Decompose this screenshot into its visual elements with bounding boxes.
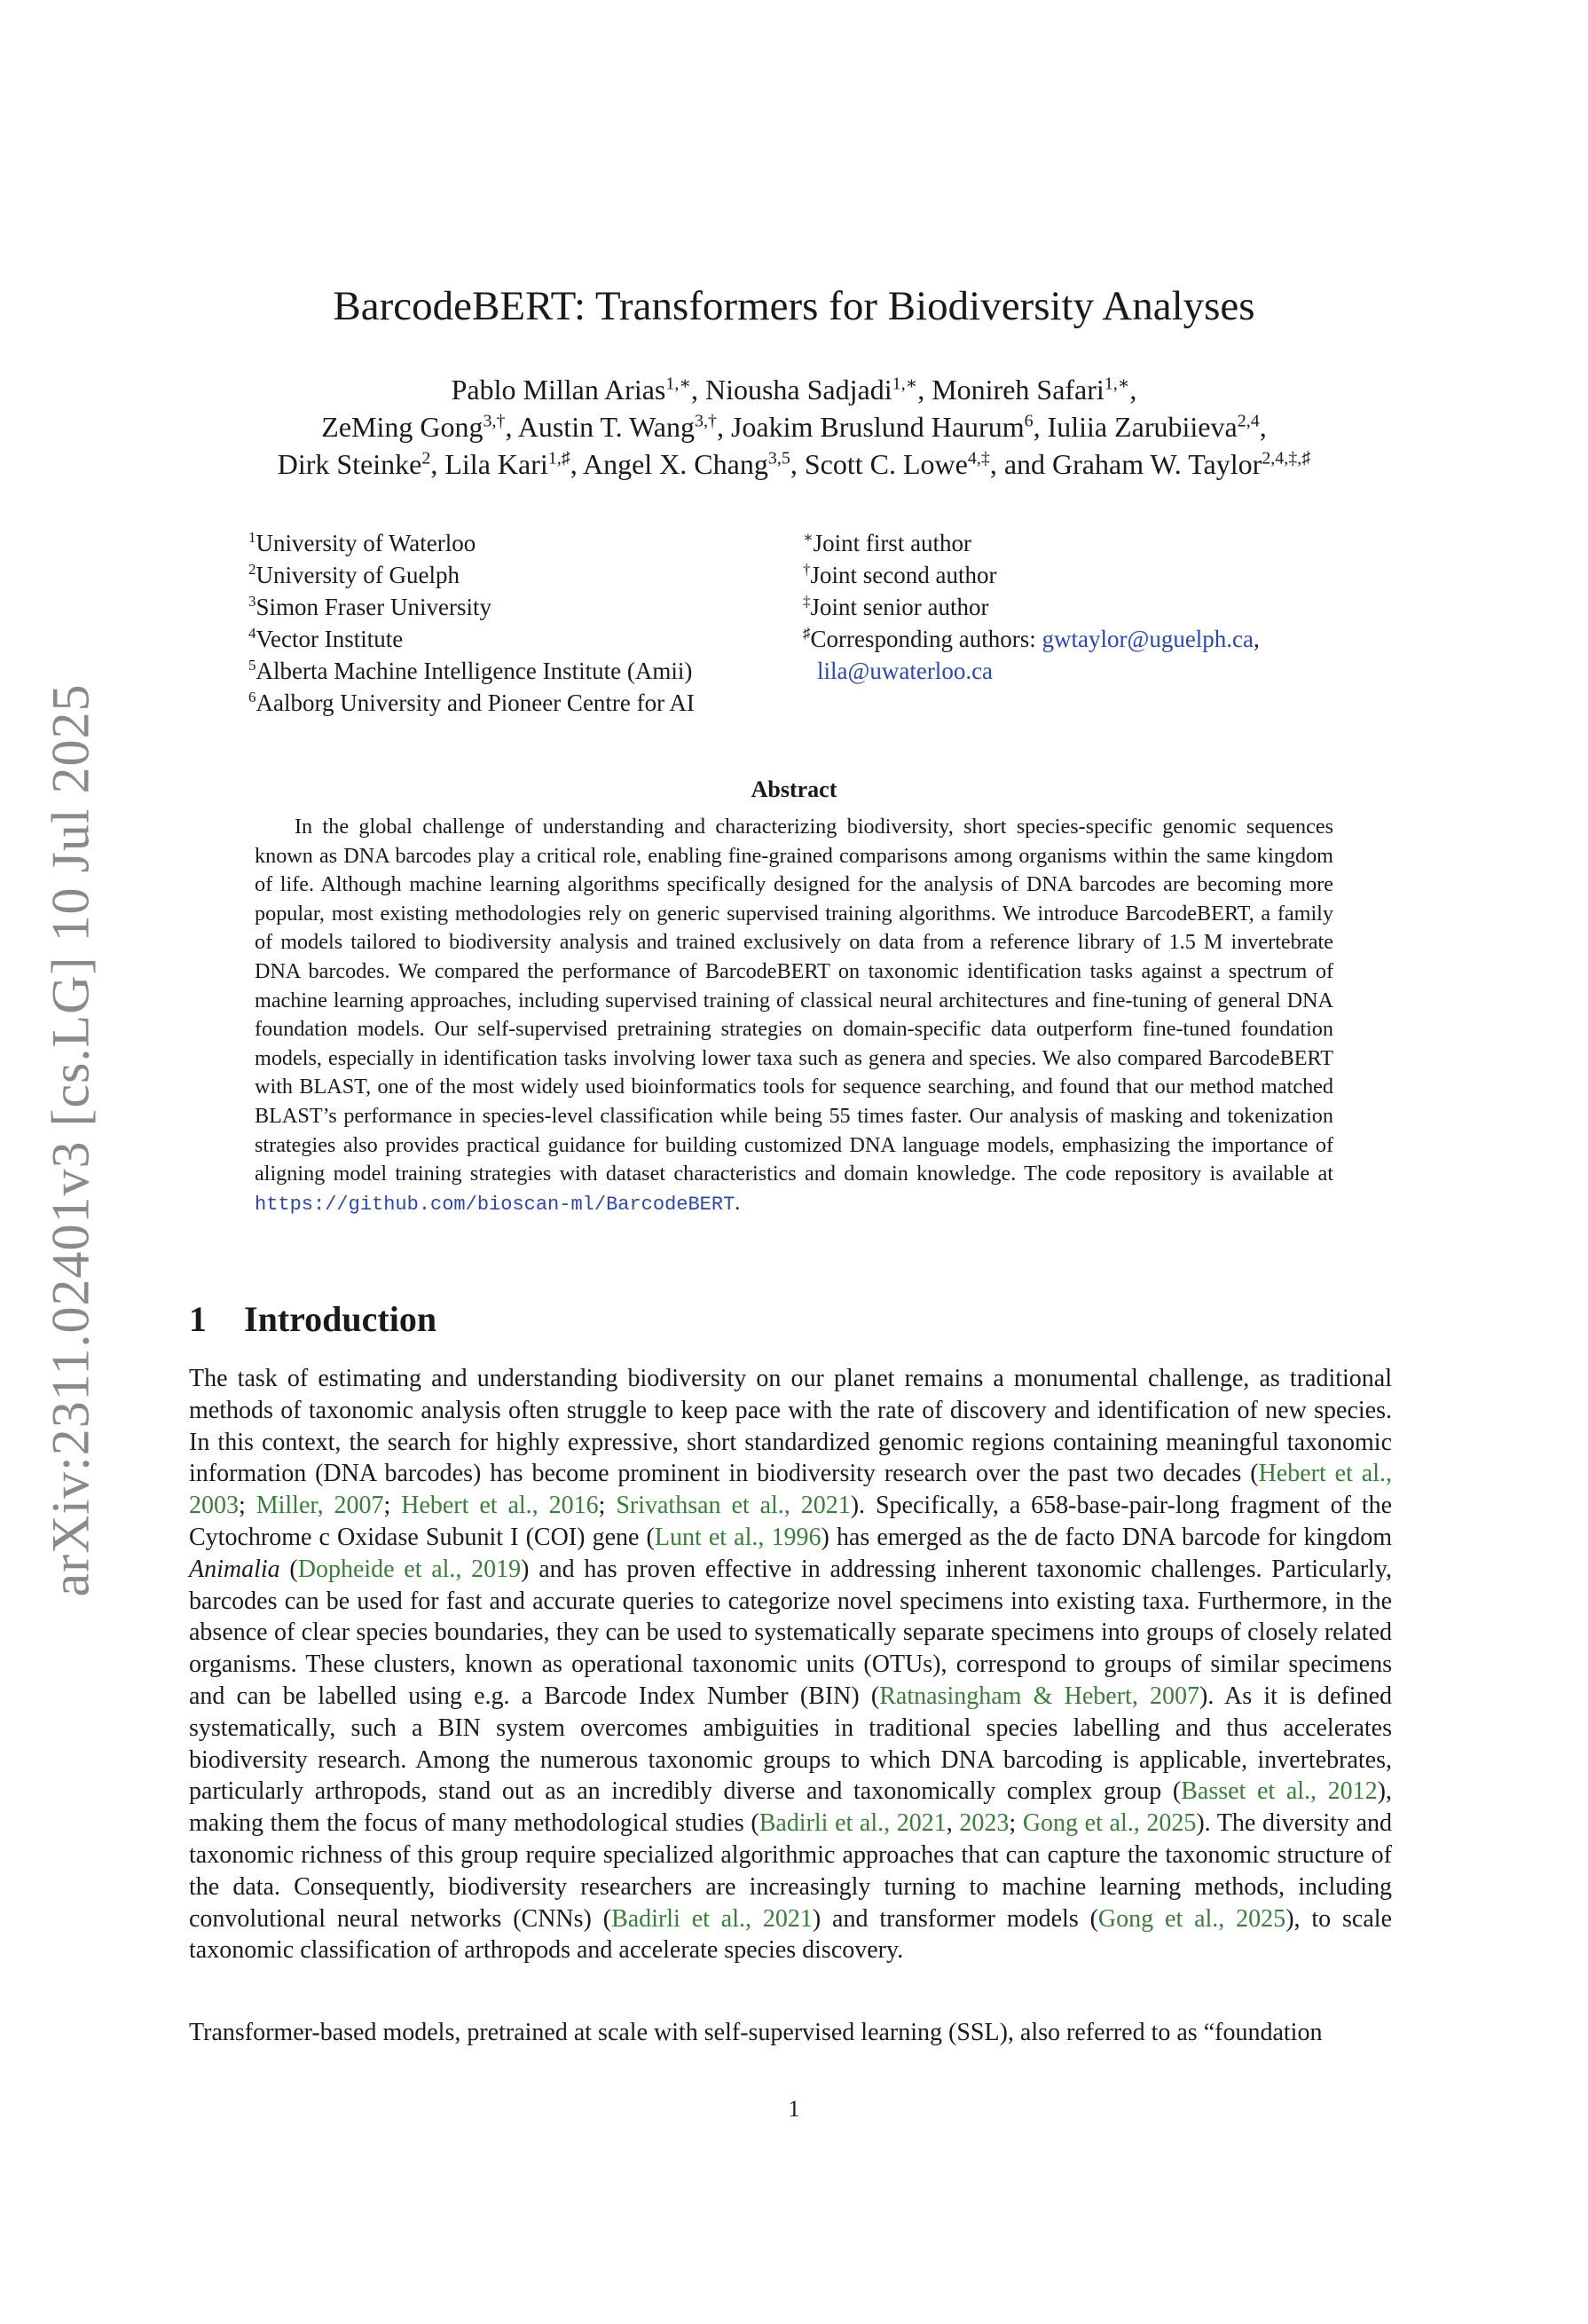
note-joint-second	[803, 559, 1353, 591]
note-corresponding	[803, 623, 1353, 655]
affiliation-text: University of Guelph	[255, 562, 460, 588]
affiliation-item	[248, 687, 781, 719]
affiliation-item	[248, 559, 781, 591]
citation-link[interactable]: Ratnasingham & Hebert, 2007	[879, 1682, 1200, 1710]
author-separator: ,	[1033, 411, 1048, 443]
citation-link[interactable]: Dopheide et al., 2019	[297, 1555, 522, 1583]
affiliation-item	[248, 591, 781, 623]
author-separator: ,	[716, 411, 731, 443]
abstract-body	[255, 813, 1333, 1219]
affiliation-list	[248, 527, 781, 719]
author-affil-mark: 1,∗	[1104, 374, 1130, 394]
affiliation-mark: 6	[248, 689, 256, 705]
abstract-heading: Abstract	[751, 776, 837, 802]
arxiv-stamp	[18, 674, 124, 1606]
author-name: Scott C. Lowe	[804, 448, 968, 480]
author-separator: , and	[989, 448, 1053, 480]
author-separator: ,	[917, 374, 932, 406]
citation-link[interactable]: Lunt et al., 1996	[654, 1523, 822, 1551]
note-text: Joint senior author	[810, 594, 989, 620]
author-affil-mark: 3,5	[767, 448, 790, 469]
affiliation-mark: 3	[248, 593, 256, 610]
author-list	[177, 371, 1411, 483]
note-text: Joint second author	[810, 562, 997, 588]
author-separator: ,	[505, 411, 518, 443]
author-name: Joakim Bruslund Haurum	[730, 411, 1025, 443]
text-run: ). As it is defined systematically, such a BIN system overcomes ambiguities in traditional species labelling and thus accelerates biodiversity research. Among the numerous taxonomic groups to which DNA barcoding is applicable, invertebrates, particularly arthropods, stand out as an incredibly diverse and taxonomically complex group (	[189, 1682, 1393, 1806]
affiliation-mark: 2	[248, 561, 256, 578]
text-run: The task of estimating and understanding biodiversity on our planet remains a monumental challenge, as traditional methods of taxonomic analysis often struggle to keep pace with the rate of discovery and identification of new species. In this context, the search for highly expressive, short standardized genomic regions containing meaningful taxonomic information (DNA barcodes) has become prominent in biodiversity research over the past two decades (	[189, 1365, 1392, 1488]
email-link-taylor[interactable]: gwtaylor@uguelph.ca	[1042, 626, 1254, 652]
author-separator: ,	[1129, 374, 1137, 406]
author-affil-mark: 3,†	[483, 411, 506, 431]
author-name: Austin T. Wang	[517, 411, 695, 443]
citation-link[interactable]: Gong et al., 2025	[1097, 1904, 1286, 1933]
text-run: ;	[1009, 1809, 1023, 1838]
text-run: ;	[239, 1492, 256, 1520]
author-separator: ,	[690, 374, 705, 406]
author-separator: ,	[430, 448, 445, 480]
note-joint-senior	[803, 591, 1353, 623]
text-run: ). The diversity and taxonomic richness of this group require specialized algorithmic approaches that can capture the taxonomic structure of the data. Consequently, biodiversity researchers are increasingly turning to machine learning methods, including convolutional neural networks (CNNs) (	[189, 1809, 1393, 1933]
affiliation-item	[248, 527, 781, 559]
code-repository-link[interactable]: https://github.com/bioscan-ml/BarcodeBERT	[255, 1193, 735, 1216]
author-affil-mark: 6	[1024, 411, 1034, 431]
citation-link[interactable]: Basset et al., 2012	[1181, 1777, 1378, 1806]
citation-link[interactable]: Srivathsan et al., 2021	[616, 1492, 851, 1520]
note-mark: †	[803, 561, 811, 578]
section-title: Introduction	[244, 1299, 437, 1339]
author-name: Iuliia Zarubiieva	[1047, 411, 1238, 443]
author-notes	[803, 527, 1353, 687]
text-run: ), to scale taxonomic classification of arthropods and accelerate species discovery.	[189, 1904, 1392, 1965]
affiliation-text: Vector Institute	[255, 626, 404, 652]
author-separator: ,	[1259, 411, 1267, 443]
note-mark: ‡	[803, 593, 811, 610]
affiliation-text: Alberta Machine Intelligence Institute (Amii)	[255, 658, 693, 684]
author-name: Niousha Sadjadi	[704, 374, 892, 406]
section-number: 1	[189, 1299, 207, 1339]
author-separator: ,	[570, 448, 583, 480]
affiliation-mark: 1	[248, 529, 256, 546]
citation-link[interactable]: Badirli et al., 2021	[759, 1809, 947, 1838]
text-run: ,	[946, 1809, 960, 1838]
citation-link[interactable]: Hebert et al., 2016	[401, 1492, 599, 1520]
affiliation-item	[248, 655, 781, 687]
author-affil-mark: 2,4,‡,♯	[1262, 448, 1311, 469]
author-affil-mark: 2,4	[1237, 411, 1260, 431]
affiliation-text: Aalborg University and Pioneer Centre for AI	[255, 689, 695, 716]
affiliation-mark: 4	[248, 625, 256, 642]
citation-link[interactable]: Badirli et al., 2021	[611, 1904, 813, 1933]
section-heading	[189, 1297, 436, 1342]
note-text: Joint first author	[813, 530, 972, 556]
note-text: Corresponding authors:	[810, 626, 1042, 652]
abstract-text: In the global challenge of understanding and characterizing biodiversity, short species-specific genomic sequences known as DNA barcodes play a critical role, enabling fine-grained comparisons among organisms within the same kingdom of life. Although machine learning algorithms specifically designed for the analysis of DNA barcodes are becoming more popular, most existing methodologies rely on generic supervised training algorithms. We introduce BarcodeBERT, a family of models tailored to biodiversity analysis and trained exclusively on data from a reference library of 1.5 M invertebrate DNA barcodes. We compared the performance of BarcodeBERT on taxonomic identification tasks against a spectrum of machine learning approaches, including supervised training of classical neural architectures and fine-tuning of general DNA foundation models. Our self-supervised pretraining strategies on domain-specific data outperform fine-tuned foundation models, especially in identification tasks involving lower taxa such as genera and species. We also compared BarcodeBERT with BLAST, one of the most widely used bioinformatics tools for sequence searching, and found that our method matched BLAST’s performance in species-level classification while being 55 times faster. Our analysis of masking and tokenization strategies also provides practical guidance for building customized DNA language models, emphasizing the importance of aligning model training strategies with dataset characteristics and domain knowledge. The code repository is available at	[255, 815, 1333, 1186]
author-line	[177, 408, 1411, 445]
abstract-end: .	[735, 1190, 741, 1215]
author-name: ZeMing Gong	[321, 411, 483, 443]
author-separator: ,	[790, 448, 805, 480]
author-name: Dirk Steinke	[277, 448, 422, 480]
paper-title: BarcodeBERT: Transformers for Biodiversity Analyses	[333, 283, 1255, 329]
author-affil-mark: 4,‡	[967, 448, 990, 469]
text-run: ). Specifically, a 658-base-pair-long fragment of the Cytochrome c Oxidase Subunit I (COI) gene (	[189, 1492, 1393, 1551]
intro-paragraph-2: Transformer-based models, pretrained at scale with self-supervised learning (SSL), also referred to as “foundation	[189, 2019, 1323, 2046]
note-mark: ♯	[803, 625, 811, 642]
affiliation-mark: 5	[248, 657, 256, 674]
intro-paragraph-1	[189, 1363, 1392, 1966]
text-run: ;	[383, 1492, 402, 1520]
page-number: 1	[788, 2096, 800, 2122]
author-affil-mark: 2	[421, 448, 431, 469]
note-comma: ,	[1254, 626, 1260, 652]
affiliation-text: University of Waterloo	[255, 530, 476, 556]
email-link-kari[interactable]: lila@uwaterloo.ca	[817, 658, 994, 684]
citation-link[interactable]: Miller, 2007	[255, 1492, 384, 1520]
citation-link[interactable]: 2023	[959, 1809, 1010, 1838]
author-name: Monireh Safari	[932, 374, 1105, 406]
arxiv-stamp-text: arXiv:2311.02401v3 [cs.LG] 10 Jul 2025	[41, 683, 100, 1597]
italic-term: Animalia	[189, 1555, 280, 1583]
author-affil-mark: 1,∗	[892, 374, 918, 394]
author-name: Angel X. Chang	[582, 448, 768, 480]
author-name: Graham W. Taylor	[1052, 448, 1262, 480]
author-line	[177, 445, 1411, 483]
author-name: Pablo Millan Arias	[451, 374, 666, 406]
note-corresponding-continued	[803, 655, 1353, 687]
author-affil-mark: 3,†	[694, 411, 717, 431]
author-affil-mark: 1,♯	[547, 448, 570, 469]
author-affil-mark: 1,∗	[665, 374, 691, 394]
citation-link[interactable]: Hebert et al., 2003	[189, 1460, 1393, 1520]
text-run: ) and has proven effective in addressing inherent taxonomic challenges. Particularly, barcodes can be used for fast and accurate queries to categorize novel specimens into existing taxa. Furthermore, in the absence of clear species boundaries, they can be used to systematically separate specimens into groups of closely related organisms. These clusters, known as operational taxonomic units (OTUs), correspond to groups of similar specimens and can be labelled using e.g. a Barcode Index Number (BIN) (	[189, 1555, 1393, 1710]
author-name: Lila Kari	[444, 448, 548, 480]
text-run: ) has emerged as the de facto DNA barcode for kingdom	[821, 1523, 1392, 1551]
note-mark: ∗	[803, 529, 814, 546]
affiliation-item	[248, 623, 781, 655]
text-run: ), making them the focus of many methodological studies (	[189, 1777, 1392, 1838]
citation-link[interactable]: Gong et al., 2025	[1022, 1809, 1197, 1838]
text-run: ) and transformer models (	[812, 1904, 1098, 1933]
affiliation-text: Simon Fraser University	[255, 594, 491, 620]
text-run: ;	[598, 1492, 617, 1520]
note-joint-first	[803, 527, 1353, 559]
text-run: (	[279, 1555, 298, 1583]
author-line	[177, 371, 1411, 408]
